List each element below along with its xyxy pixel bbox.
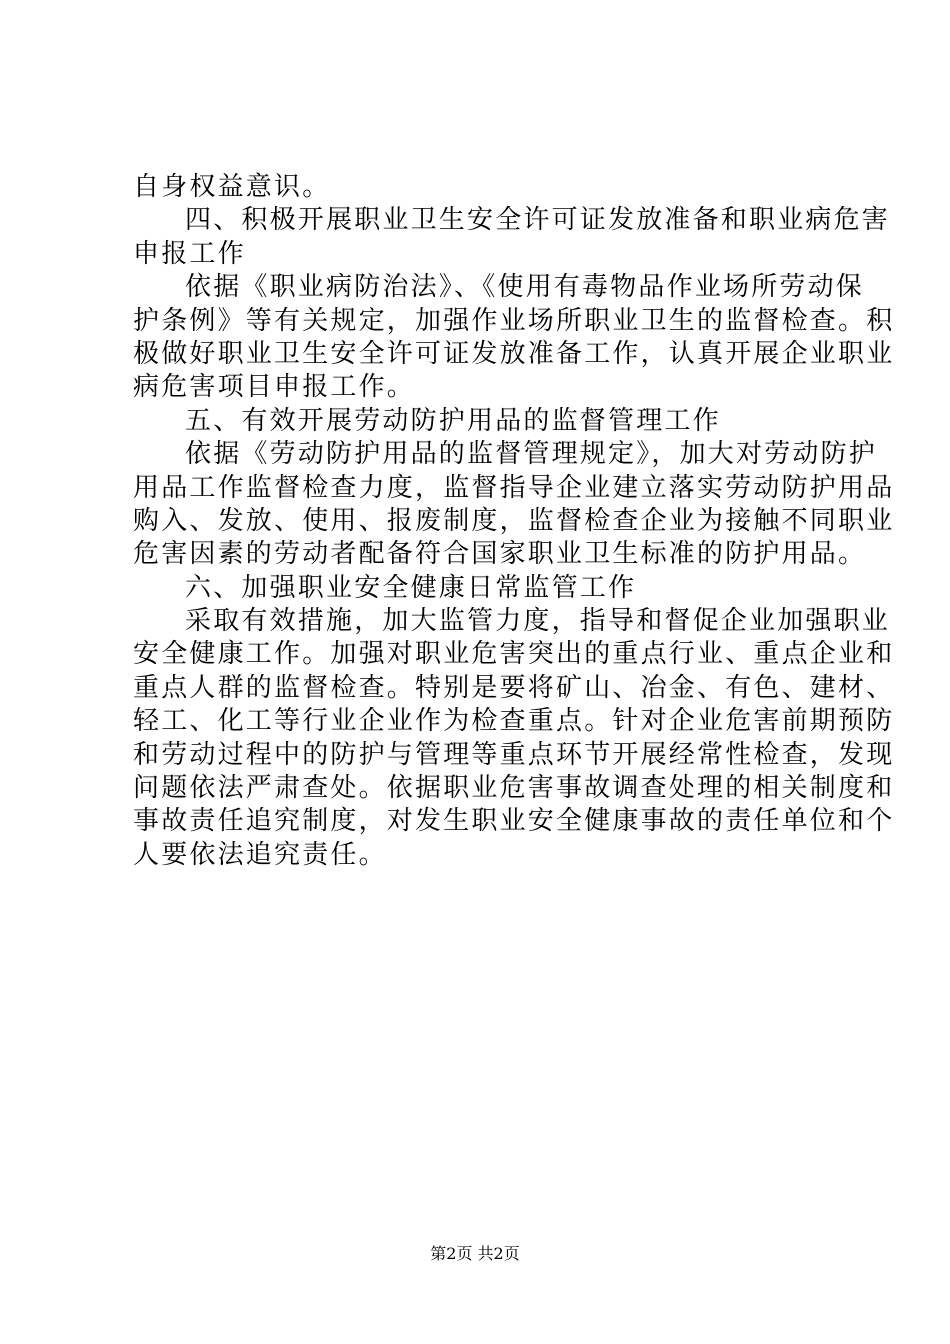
section-heading-5: 五、有效开展劳动防护用品的监督管理工作 <box>185 405 721 436</box>
paragraph-line: 用品工作监督检查力度，监督指导企业建立落实劳动防护用品 <box>133 472 895 503</box>
paragraph-line: 危害因素的劳动者配备符合国家职业卫生标准的防护用品。 <box>133 539 867 570</box>
section-heading-4-cont: 申报工作 <box>133 238 246 269</box>
paragraph-line: 人要依法追究责任。 <box>133 839 387 870</box>
paragraph-line: 自身权益意识。 <box>133 172 331 202</box>
page-number-footer: 第2页 共2页 <box>430 1244 520 1263</box>
paragraph-line: 问题依法严肃查处。依据职业危害事故调查处理的相关制度和 <box>133 773 895 804</box>
paragraph-line: 病危害项目申报工作。 <box>133 372 416 403</box>
section-heading-4: 四、积极开展职业卫生安全许可证发放准备和职业病危害 <box>185 205 891 236</box>
paragraph-line: 购入、发放、使用、报废制度，监督检查企业为接触不同职业 <box>133 505 895 536</box>
paragraph-line: 采取有效措施，加大监管力度，指导和督促企业加强职业 <box>185 606 891 637</box>
paragraph-line: 事故责任追究制度，对发生职业安全健康事故的责任单位和个 <box>133 806 895 837</box>
paragraph-line: 极做好职业卫生安全许可证发放准备工作，认真开展企业职业 <box>133 338 895 369</box>
paragraph-line: 依据《职业病防治法》、《使用有毒物品作业场所劳动保 <box>185 272 865 303</box>
section-heading-6: 六、加强职业安全健康日常监管工作 <box>185 572 637 603</box>
paragraph-line: 轻工、化工等行业企业作为检查重点。针对企业危害前期预防 <box>133 706 895 737</box>
paragraph-line: 和劳动过程中的防护与管理等重点环节开展经常性检查，发现 <box>133 739 895 770</box>
paragraph-line: 依据《劳动防护用品的监督管理规定》，加大对劳动防护 <box>185 439 878 470</box>
paragraph-line: 重点人群的监督检查。特别是要将矿山、冶金、有色、建材、 <box>133 672 895 703</box>
document-body <box>133 171 895 872</box>
paragraph-line: 安全健康工作。加强对职业危害突出的重点行业、重点企业和 <box>133 639 895 670</box>
paragraph-line: 护条例》等有关规定，加强作业场所职业卫生的监督检查。积 <box>133 305 895 336</box>
